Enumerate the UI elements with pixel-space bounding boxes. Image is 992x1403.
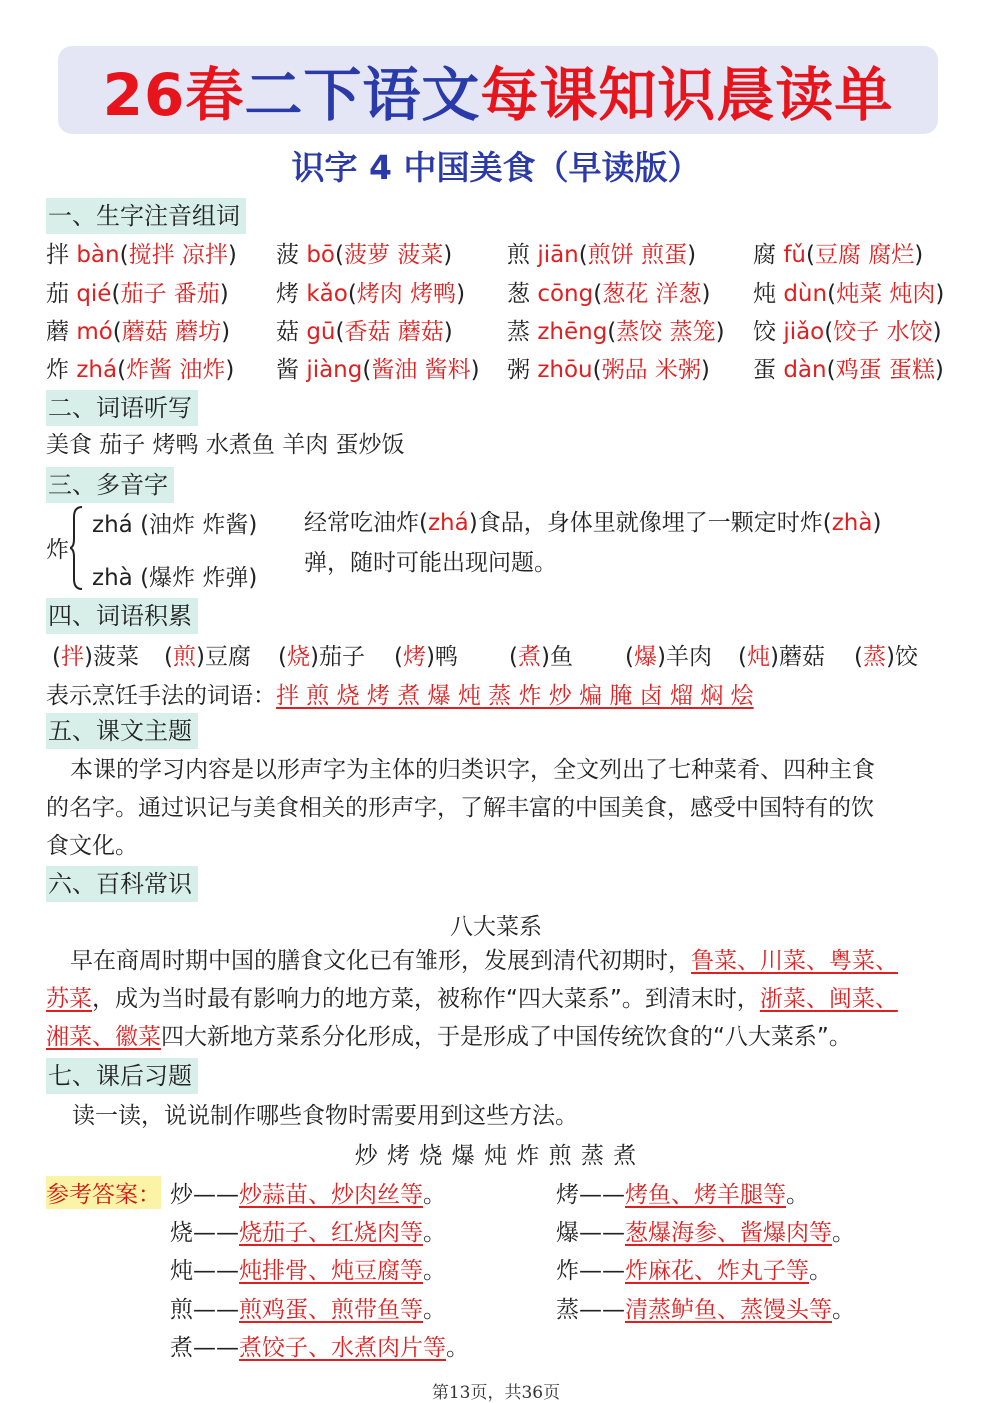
- vocab-item: (炖)蘑菇: [738, 644, 825, 670]
- vocab-verb: 煎: [172, 644, 196, 670]
- polyphone-sentence-line-2: 弹，随时可能出现问题。: [304, 550, 557, 576]
- char: 蛋: [753, 357, 776, 383]
- polyphone-char: 炸: [46, 537, 69, 563]
- char-entry: 粥 zhōu(粥品 米粥): [507, 357, 710, 383]
- char-entry: 蘑 mó(蘑菇 蘑坊): [46, 319, 231, 345]
- char-pinyin: qié: [76, 281, 112, 307]
- char-pinyin: zhōu: [537, 357, 593, 383]
- char-pinyin: kǎo: [306, 281, 348, 307]
- char-word-2: 腐烂: [868, 242, 915, 268]
- reading-2-pinyin: zhà: [92, 565, 133, 591]
- char-word-1: 葱花: [602, 281, 649, 307]
- answer-foods: 烤鱼、烤羊腿等: [625, 1182, 786, 1208]
- char-entry: 蛋 dàn(鸡蛋 蛋糕): [753, 357, 944, 383]
- polyphone-reading-1: [92, 506, 257, 539]
- char-pinyin: gū: [306, 319, 336, 345]
- encyc-line-1: 早在商周时期中国的膳食文化已有雏形，发展到清代初期时，鲁菜、川菜、粤菜、: [70, 948, 898, 974]
- answer-item: 炸——炸麻花、炸丸子等。: [556, 1258, 832, 1284]
- vocab-item: (蒸)饺: [854, 644, 918, 670]
- section-heading-3: 三、多音字: [46, 467, 174, 503]
- char: 菇: [276, 319, 299, 345]
- char-word-1: 茄子: [120, 281, 167, 307]
- char: 饺: [753, 319, 776, 345]
- vocab-word: 羊肉: [665, 644, 712, 670]
- theme-line-1: 本课的学习内容是以形声字为主体的归类识字，全文列出了七种菜肴、四种主食: [70, 757, 875, 783]
- exercise-methods: 炒 烤 烧 爆 炖 炸 煎 蒸 煮: [354, 1143, 638, 1169]
- vocab-verb: 烧: [286, 644, 310, 670]
- answer-foods: 清蒸鲈鱼、蒸馒头等: [625, 1297, 832, 1323]
- title-part-2: 二下语文: [244, 61, 481, 129]
- char-word-1: 搅拌: [128, 242, 175, 268]
- char-entry: 茄 qié(茄子 番茄): [46, 281, 229, 307]
- char-word-1: 煎饼: [587, 242, 634, 268]
- char-word-2: 米粥: [654, 357, 701, 383]
- lesson-title: 识字 4 中国美食（早读版）: [291, 148, 701, 187]
- vocab-word: 豆腐: [204, 644, 251, 670]
- vocab-word: 饺: [894, 644, 918, 670]
- char-word-2: 菠菜: [397, 242, 444, 268]
- vocab-item: (煮)鱼: [509, 644, 573, 670]
- char: 菠: [276, 242, 299, 268]
- char-pinyin: fǔ: [783, 242, 806, 268]
- char-word-2: 凉拌: [181, 242, 228, 268]
- char-entry: 饺 jiǎo(饺子 水饺): [753, 319, 942, 345]
- char-word-1: 粥品: [601, 357, 648, 383]
- cuisines-3: 浙菜、闽菜、: [759, 986, 898, 1012]
- char-word-2: 烤鸭: [410, 281, 457, 307]
- answer-method: 煎: [170, 1297, 193, 1323]
- char-entry: 拌 bàn(搅拌 凉拌): [46, 242, 237, 268]
- char-word-1: 菠萝: [343, 242, 390, 268]
- char-entry: 腐 fǔ(豆腐 腐烂): [753, 242, 924, 268]
- answer-item: 炖——炖排骨、炖豆腐等。: [170, 1258, 446, 1284]
- char-entry: 菇 gū(香菇 蘑菇): [276, 319, 453, 345]
- vocab-verb: 拌: [60, 644, 84, 670]
- char-word-2: 煎蛋: [641, 242, 688, 268]
- char-word-1: 烤肉: [356, 281, 403, 307]
- dictation-words: 美食 茄子 烤鸭 水煮鱼 羊肉 蛋炒饭: [46, 432, 405, 458]
- char-word-1: 炸酱: [126, 357, 173, 383]
- char-entry: 酱 jiàng(酱油 酱料): [276, 357, 480, 383]
- vocab-word: 菠菜: [92, 644, 139, 670]
- char-pinyin: mó: [76, 319, 113, 345]
- char-word-2: 蘑菇: [397, 319, 444, 345]
- char-word-2: 蘑坊: [175, 319, 222, 345]
- cuisines-4: 湘菜、徽菜: [46, 1024, 161, 1050]
- char-entry: 炖 dùn(炖菜 炖肉): [753, 281, 945, 307]
- answer-method: 炒: [170, 1182, 193, 1208]
- answer-method: 爆: [556, 1220, 579, 1246]
- char-word-1: 豆腐: [814, 242, 861, 268]
- char-word-1: 香菇: [344, 319, 391, 345]
- section-heading-6: 六、百科常识: [46, 866, 198, 902]
- answer-method: 煮: [170, 1335, 193, 1361]
- char-word-1: 鸡蛋: [835, 357, 882, 383]
- vocab-word: 鱼: [549, 644, 573, 670]
- char-word-2: 油炸: [179, 357, 226, 383]
- char: 蘑: [46, 319, 69, 345]
- theme-paragraph: [46, 751, 946, 865]
- char-pinyin: zhēng: [537, 319, 608, 345]
- encyclopedia-title: 八大菜系: [450, 914, 542, 940]
- char-word-2: 酱料: [424, 357, 471, 383]
- char-pinyin: dùn: [783, 281, 828, 307]
- answer-zha4: zhà: [831, 510, 873, 536]
- vocab-item: (煎)豆腐: [164, 644, 251, 670]
- vocab-word: 茄子: [318, 644, 365, 670]
- vocab-item: (烤)鸭: [394, 644, 458, 670]
- char: 拌: [46, 242, 69, 268]
- section-heading-4: 四、词语积累: [46, 598, 198, 634]
- answer-item: 炒——炒蒜苗、炒肉丝等。: [170, 1182, 446, 1208]
- char-word-1: 饺子: [833, 319, 880, 345]
- char: 茄: [46, 281, 69, 307]
- answer-label: 参考答案：: [46, 1176, 161, 1209]
- answer-item: 煮——煮饺子、水煮肉片等。: [170, 1335, 469, 1361]
- page-footer: 第13页，共36页: [431, 1383, 561, 1403]
- answer-method: 炖: [170, 1258, 193, 1284]
- char-entry: 菠 bō(菠萝 菠菜): [276, 242, 453, 268]
- char-word-2: 蒸笼: [669, 319, 716, 345]
- cooking-words: 拌 煎 烧 烤 煮 爆 炖 蒸 炸 炒 煸 腌 卤 熘 焖 烩: [276, 683, 754, 709]
- char-pinyin: jiān: [537, 242, 579, 268]
- char: 炖: [753, 281, 776, 307]
- char-pinyin: jiàng: [306, 357, 363, 383]
- vocab-item: (烧)茄子: [278, 644, 365, 670]
- answer-item: 烧——烧茄子、红烧肉等。: [170, 1220, 446, 1246]
- reading-1-pinyin: zhá: [92, 512, 133, 538]
- vocab-verb: 烤: [402, 644, 426, 670]
- answer-item: 蒸——清蒸鲈鱼、蒸馒头等。: [556, 1297, 855, 1323]
- char-word-1: 炖菜: [836, 281, 883, 307]
- theme-line-2: 的名字。通过识记与美食相关的形声字，了解丰富的中国美食，感受中国特有的饮: [46, 795, 874, 821]
- section-heading-1: 一、生字注音组词: [46, 198, 246, 234]
- char-word-2: 洋葱: [655, 281, 702, 307]
- section-heading-5: 五、课文主题: [46, 713, 198, 749]
- cuisines-2: 苏菜: [46, 986, 92, 1012]
- char-word-2: 炖肉: [889, 281, 936, 307]
- reading-1-words: (油炸 炸酱): [140, 512, 258, 538]
- char-word-1: 酱油: [371, 357, 418, 383]
- char: 酱: [276, 357, 299, 383]
- reading-2-words: (爆炸 炸弹): [140, 565, 258, 591]
- char-word-2: 蛋糕: [888, 357, 935, 383]
- answer-foods: 葱爆海参、酱爆肉等: [625, 1220, 832, 1246]
- cooking-label: 表示烹饪手法的词语：: [46, 683, 276, 709]
- char: 葱: [507, 281, 530, 307]
- char-pinyin: bàn: [76, 242, 120, 268]
- answer-method: 炸: [556, 1258, 579, 1284]
- vocab-verb: 爆: [633, 644, 657, 670]
- answer-item: 烤——烤鱼、烤羊腿等。: [556, 1182, 809, 1208]
- char-word-1: 蒸饺: [616, 319, 663, 345]
- char-entry: 蒸 zhēng(蒸饺 蒸笼): [507, 319, 725, 345]
- answer-foods: 炖排骨、炖豆腐等: [239, 1258, 423, 1284]
- char-entry: 葱 cōng(葱花 洋葱): [507, 281, 711, 307]
- section-heading-7: 七、课后习题: [46, 1058, 198, 1094]
- vocab-item: (拌)菠菜: [52, 644, 139, 670]
- answer-foods: 炸麻花、炸丸子等: [625, 1258, 809, 1284]
- title-part-1: 26春: [102, 61, 245, 129]
- exercise-prompt: 读一读，说说制作哪些食物时需要用到这些方法。: [72, 1103, 578, 1129]
- char: 烤: [276, 281, 299, 307]
- answer-method: 烤: [556, 1182, 579, 1208]
- char-entry: 炸 zhá(炸酱 油炸): [46, 357, 235, 383]
- vocab-word: 蘑菇: [778, 644, 825, 670]
- answer-foods: 烧茄子、红烧肉等: [239, 1220, 423, 1246]
- char-pinyin: zhá: [76, 357, 118, 383]
- char-pinyin: cōng: [537, 281, 594, 307]
- vocab-verb: 炖: [746, 644, 770, 670]
- polyphone-sentence-line-1: 经常吃油炸(zhá)食品，身体里就像埋了一颗定时炸(zhà): [304, 510, 882, 536]
- answer-method: 蒸: [556, 1297, 579, 1323]
- char-entry: 煎 jiān(煎饼 煎蛋): [507, 242, 697, 268]
- char: 粥: [507, 357, 530, 383]
- char-pinyin: jiǎo: [783, 319, 825, 345]
- vocab-verb: 蒸: [862, 644, 886, 670]
- char: 煎: [507, 242, 530, 268]
- answer-foods: 煮饺子、水煮肉片等: [239, 1335, 446, 1361]
- section-heading-2: 二、词语听写: [46, 390, 198, 426]
- cuisines-1: 鲁菜、川菜、粤菜、: [691, 948, 898, 974]
- answer-zha2: zhá: [427, 510, 469, 536]
- answer-method: 烧: [170, 1220, 193, 1246]
- char-word-1: 蘑菇: [121, 319, 168, 345]
- char: 炸: [46, 357, 69, 383]
- char: 腐: [753, 242, 776, 268]
- char-pinyin: dàn: [783, 357, 827, 383]
- cooking-methods-line: [46, 677, 754, 710]
- vocab-item: (爆)羊肉: [625, 644, 712, 670]
- encyc-line-2: 苏菜，成为当时最有影响力的地方菜，被称作“四大菜系”。到清末时，浙菜、闽菜、: [46, 986, 898, 1012]
- brace-icon: [70, 505, 84, 591]
- encyclopedia-paragraph: [46, 942, 946, 1056]
- answer-item: 爆——葱爆海参、酱爆肉等。: [556, 1220, 855, 1246]
- title-part-3: 每课知识晨读单: [480, 61, 894, 129]
- answer-foods: 煎鸡蛋、煎带鱼等: [239, 1297, 423, 1323]
- polyphone-reading-2: [92, 559, 257, 592]
- char-word-2: 水饺: [886, 319, 933, 345]
- title-banner: [58, 46, 938, 134]
- vocab-word: 鸭: [434, 644, 458, 670]
- answer-foods: 炒蒜苗、炒肉丝等: [239, 1182, 423, 1208]
- theme-line-3: 食文化。: [46, 833, 138, 859]
- char-pinyin: bō: [306, 242, 335, 268]
- char: 蒸: [507, 319, 530, 345]
- char-entry: 烤 kǎo(烤肉 烤鸭): [276, 281, 466, 307]
- char-word-2: 番茄: [173, 281, 220, 307]
- vocab-verb: 煮: [517, 644, 541, 670]
- answer-item: 煎——煎鸡蛋、煎带鱼等。: [170, 1297, 446, 1323]
- encyc-line-3: 湘菜、徽菜四大新地方菜系分化形成，于是形成了中国传统饮食的“八大菜系”。: [46, 1024, 852, 1050]
